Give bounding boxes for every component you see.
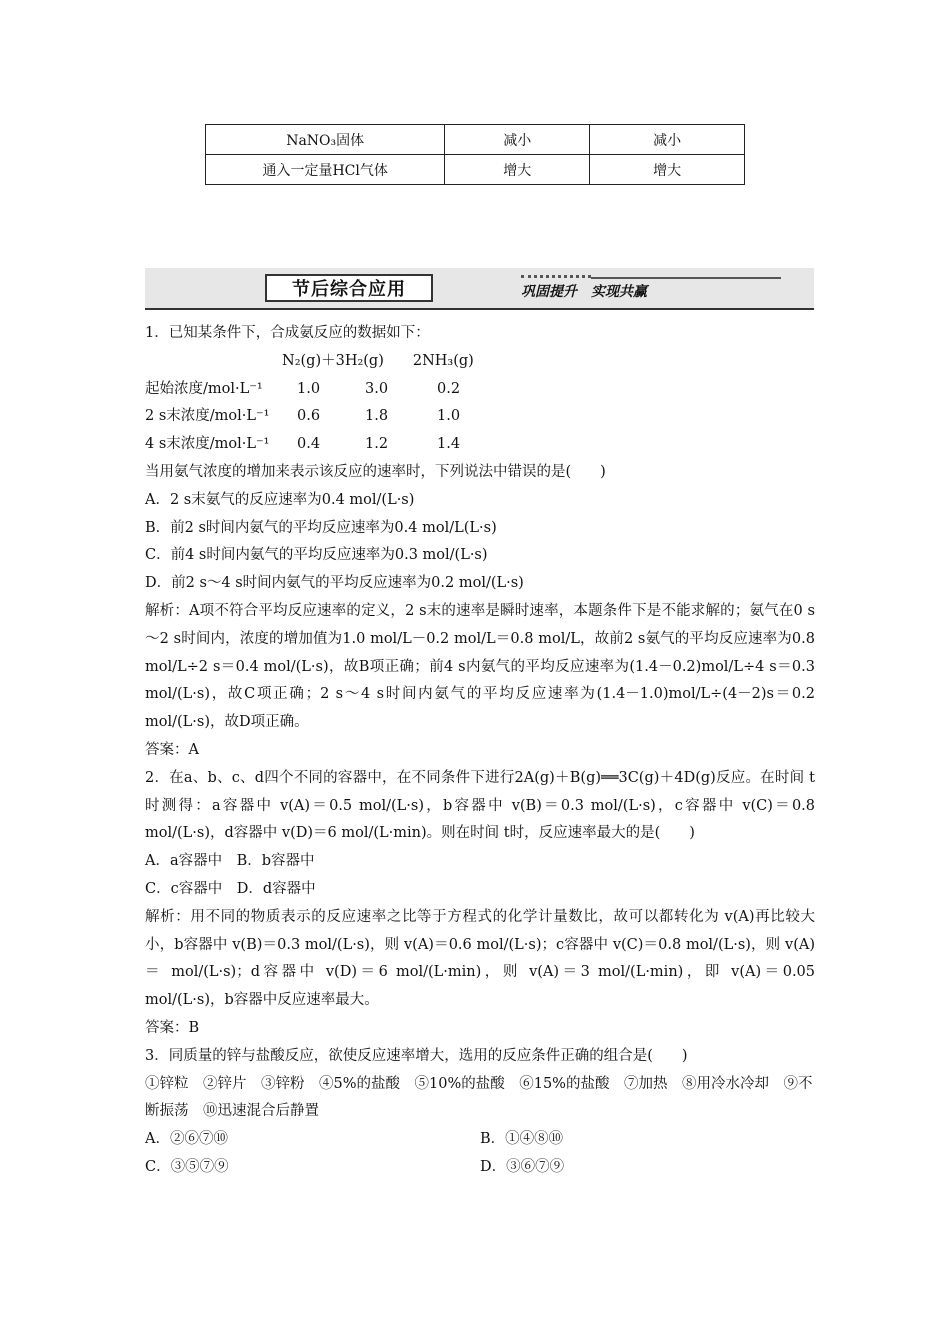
table-cell: 减小 — [445, 125, 590, 155]
option: C．前4 s时间内氨气的平均反应速率为0.3 mol/(L·s) — [145, 547, 488, 564]
table-cell: 增大 — [590, 155, 745, 185]
option: A．2 s末氨气的反应速率为0.4 mol/(L·s) — [145, 491, 415, 508]
table-cell: 减小 — [590, 125, 745, 155]
question-stem: 1．已知某条件下，合成氨反应的数据如下： — [145, 325, 430, 341]
question-text: 当用氨气浓度的增加来表示该反应的速率时，下列说法中错误的是( ) — [145, 463, 606, 480]
option: D．③⑥⑦⑨ — [480, 1158, 565, 1175]
option: C．③⑤⑦⑨ — [145, 1158, 229, 1175]
table-cell: 通入一定量HCl气体 — [206, 155, 445, 185]
row-label: 2 s末浓度/mol·L⁻¹ — [145, 408, 270, 425]
data-row — [145, 403, 815, 431]
table-cell: 增大 — [445, 155, 590, 185]
data-row — [145, 431, 815, 459]
reagent-effect-table — [205, 124, 745, 185]
answer: 答案：A — [145, 741, 199, 758]
data-row — [145, 376, 815, 404]
section-title: 节后综合应用 — [265, 274, 433, 302]
value: 3.0 — [365, 380, 389, 397]
option-row — [145, 1154, 815, 1182]
question-stem: 2．在a、b、c、d四个不同的容器中，在不同条件下进行2A(g)＋B(g)══3C(g)＋4D(g)反应。在时间 t时测得：a容器中 v(A)＝0.5 mol/(L·s)，b容器中 v(B)＝0.3 mol/(L·s)，c容器中 v(C)＝0.8 mol/(L·s)，d容器中 v(D)＝6 mol/(L·min)。则在时间 t时，反应速率最大的是( ) — [145, 769, 815, 842]
conditions-list: ①锌粒 ②锌片 ③锌粉 ④5%的盐酸 ⑤10%的盐酸 ⑥15%的盐酸 ⑦加热 ⑧用冷水冷却 ⑨不断振荡 ⑩迅速混合后静置 — [145, 1075, 813, 1120]
section-slogan: 巩固提升 实现共赢 — [521, 284, 647, 300]
option: D．前2 s～4 s时间内氨气的平均反应速率为0.2 mol/(L·s) — [145, 575, 524, 592]
table-row — [206, 125, 745, 155]
option: B．①④⑧⑩ — [480, 1131, 564, 1148]
row-label: 4 s末浓度/mol·L⁻¹ — [145, 436, 270, 453]
analysis: 解析：用不同的物质表示的反应速率之比等于方程式的化学计量数比，故可以都转化为 v(A)再比较大小，b容器中 v(B)＝0.3 mol/(L·s)，则 v(A)＝0.6 mol/(L·s)；c容器中 v(C)＝0.8 mol/(L·s)，则 v(A)＝ mol/(L·s)；d容器中 v(D)＝6 mol/(L·min)，则 v(A)＝3 mol/(L·min)，即 v(A)＝0.05 mol/(L·s)，b容器中反应速率最大。 — [145, 908, 815, 1009]
value: 0.2 — [437, 380, 461, 397]
value: 0.4 — [297, 436, 321, 453]
table-row — [206, 155, 745, 185]
value: 0.6 — [297, 408, 321, 425]
table-cell: NaNO₃固体 — [206, 125, 445, 155]
value: 1.0 — [297, 380, 321, 397]
option-row — [145, 1126, 815, 1154]
option: A．②⑥⑦⑩ — [145, 1131, 228, 1148]
value: 1.0 — [437, 408, 461, 425]
value: 1.8 — [365, 408, 389, 425]
option: B．前2 s时间内氨气的平均反应速率为0.4 mol/L(L·s) — [145, 519, 497, 536]
reaction-equation: N₂(g)＋3H₂(g) 2NH₃(g) — [282, 352, 474, 369]
value: 1.2 — [365, 436, 389, 453]
exercise-content — [145, 320, 815, 1182]
option: A．a容器中 B．b容器中 — [145, 853, 315, 870]
option: C．c容器中 D．d容器中 — [145, 880, 316, 897]
divider — [591, 277, 781, 279]
question-stem: 3．同质量的锌与盐酸反应，欲使反应速率增大，选用的反应条件正确的组合是( ) — [145, 1047, 688, 1064]
analysis: 解析：A项不符合平均反应速率的定义，2 s末的速率是瞬时速率，本题条件下是不能求解的；氨气在0 s～2 s时间内，浓度的增加值为1.0 mol/L－0.2 mol/L＝0.8 mol/L，故前2 s氨气的平均反应速率为0.8 mol/L÷2 s＝0.4 mol/(L·s)，故B项正确；前4 s内氨气的平均反应速率为(1.4－0.2)mol/L÷4 s＝0.3 mol/(L·s)，故C项正确；2 s～4 s时间内氨气的平均反应速率为(1.4－1.0)mol/L÷(4－2)s＝0.2 mol/(L·s)，故D项正确。 — [145, 602, 815, 731]
answer: 答案：B — [145, 1019, 200, 1036]
row-label: 起始浓度/mol·L⁻¹ — [145, 380, 263, 397]
value: 1.4 — [437, 436, 461, 453]
section-banner — [145, 268, 814, 310]
